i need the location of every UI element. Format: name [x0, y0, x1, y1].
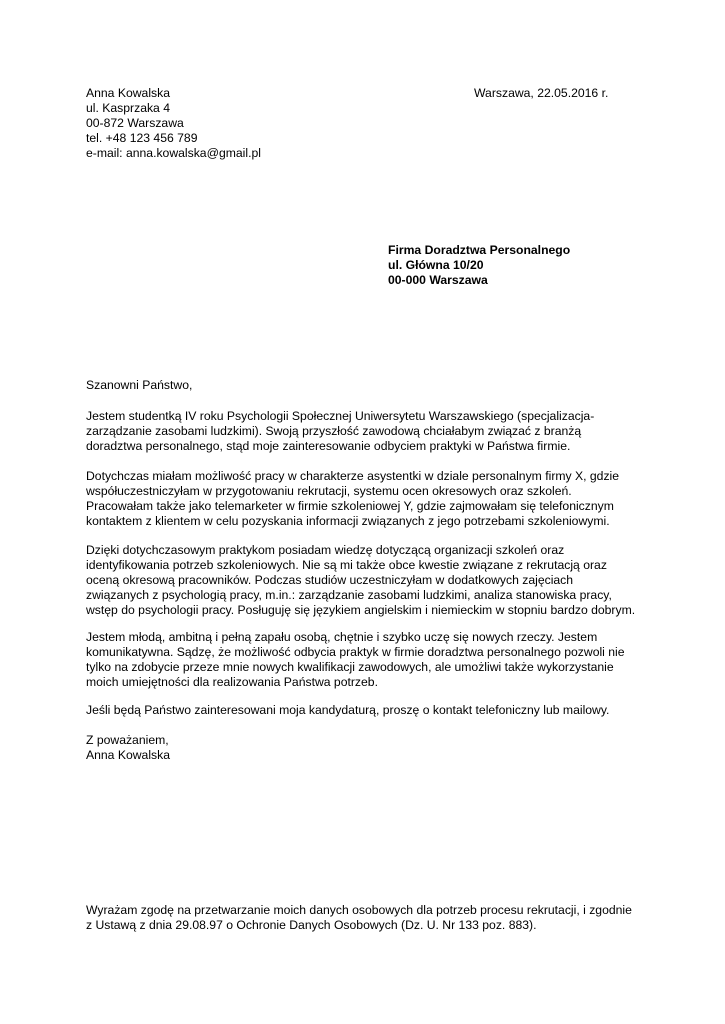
paragraph-line: tylko na zdobycie przeze mnie nowych kwalifikacji zawodowych, ale umożliwi także wykorzystanie — [86, 660, 614, 674]
paragraph-experience — [86, 469, 619, 529]
consent-line: Wyrażam zgodę na przetwarzanie moich danych osobowych dla potrzeb procesu rekrutacji, i zgodnie — [86, 903, 632, 917]
paragraph-line: oceną okresową pracowników. Podczas studiów uczestniczyłam w dodatkowych zajęciach — [86, 573, 574, 587]
salutation: Szanowni Państwo, — [86, 378, 193, 392]
sender-street: ul. Kasprzaka 4 — [86, 101, 171, 115]
paragraph-line: Dzięki dotychczasowym praktykom posiadam wiedzę dotyczącą organizacji szkoleń oraz — [86, 543, 565, 557]
paragraph-line: Jestem młodą, ambitną i pełną zapału osobą, chętnie i szybko uczę się nowych rzeczy. Jestem — [86, 630, 598, 644]
recipient-address-block — [388, 243, 570, 288]
paragraph-line: Dotychczas miałam możliwość pracy w charakterze asystentki w dziale personalnym firmy X, gdzie — [86, 469, 620, 483]
paragraph-line: doradztwa personalnego, stąd moje zainteresowanie odbyciem praktyki w Państwa firmie. — [86, 439, 571, 453]
sender-name: Anna Kowalska — [86, 86, 171, 100]
sender-email: e-mail: anna.kowalska@gmail.pl — [86, 146, 261, 160]
closing-block — [86, 733, 170, 763]
closing-signature: Anna Kowalska — [86, 748, 171, 762]
data-consent-clause — [86, 903, 632, 933]
paragraph-line: komunikatywna. Sądzę, że możliwość odbycia praktyk w firmie doradztwa personalnego pozwoli nie — [86, 645, 625, 659]
paragraph-line: kontaktem z klientem w celu pozyskania informacji związanych z jego potrzebami szkoleniowymi. — [86, 514, 610, 528]
paragraph-line: Pracowałam także jako telemarketer w firmie szkoleniowej Y, gdzie zajmowałam się telefonicznym — [86, 499, 614, 513]
paragraph-line: związanych z psychologią pracy, m.in.: zarządzanie zasobami ludzkimi, analiza stanowiska pracy, — [86, 588, 612, 602]
sender-city: 00-872 Warszawa — [86, 116, 184, 130]
recipient-company: Firma Doradztwa Personalnego — [388, 243, 571, 257]
recipient-city: 00-000 Warszawa — [388, 273, 488, 287]
closing-regards: Z poważaniem, — [86, 733, 169, 747]
paragraph-line: moich umiejętności dla realizowania Państwa potrzeb. — [86, 675, 378, 689]
paragraph-skills — [86, 543, 635, 618]
paragraph-line: Jestem studentką IV roku Psychologii Społecznej Uniwersytetu Warszawskiego (specjalizacja- — [86, 409, 595, 423]
paragraph-introduction — [86, 409, 594, 454]
paragraph-line: wstęp do psychologii pracy. Posługuję się językiem angielskim i niemieckim w stopniu bardzo dobrym. — [86, 603, 636, 617]
paragraph-line: zarządzanie zasobami ludzkimi). Swoją przyszłość zawodową chciałabym związać z branżą — [86, 424, 582, 438]
paragraph-line: identyfikowania potrzeb szkoleniowych. Nie są mi także obce kwestie związane z rekrutacją oraz — [86, 558, 607, 572]
letter-date: Warszawa, 22.05.2016 r. — [474, 86, 609, 100]
consent-line: z Ustawą z dnia 29.08.97 o Ochronie Danych Osobowych (Dz. U. Nr 133 poz. 883). — [86, 918, 537, 932]
paragraph-line: współuczestniczyłam w przygotowaniu rekrutacji, systemu ocen okresowych oraz szkoleń. — [86, 484, 572, 498]
recipient-street: ul. Główna 10/20 — [388, 258, 484, 272]
paragraph-personality — [86, 630, 625, 690]
paragraph-contact-request — [86, 703, 609, 718]
paragraph-line: Jeśli będą Państwo zainteresowani moja kandydaturą, proszę o kontakt telefoniczny lub mailowy. — [86, 703, 610, 717]
sender-phone: tel. +48 123 456 789 — [86, 131, 198, 145]
sender-address-block — [86, 86, 261, 161]
